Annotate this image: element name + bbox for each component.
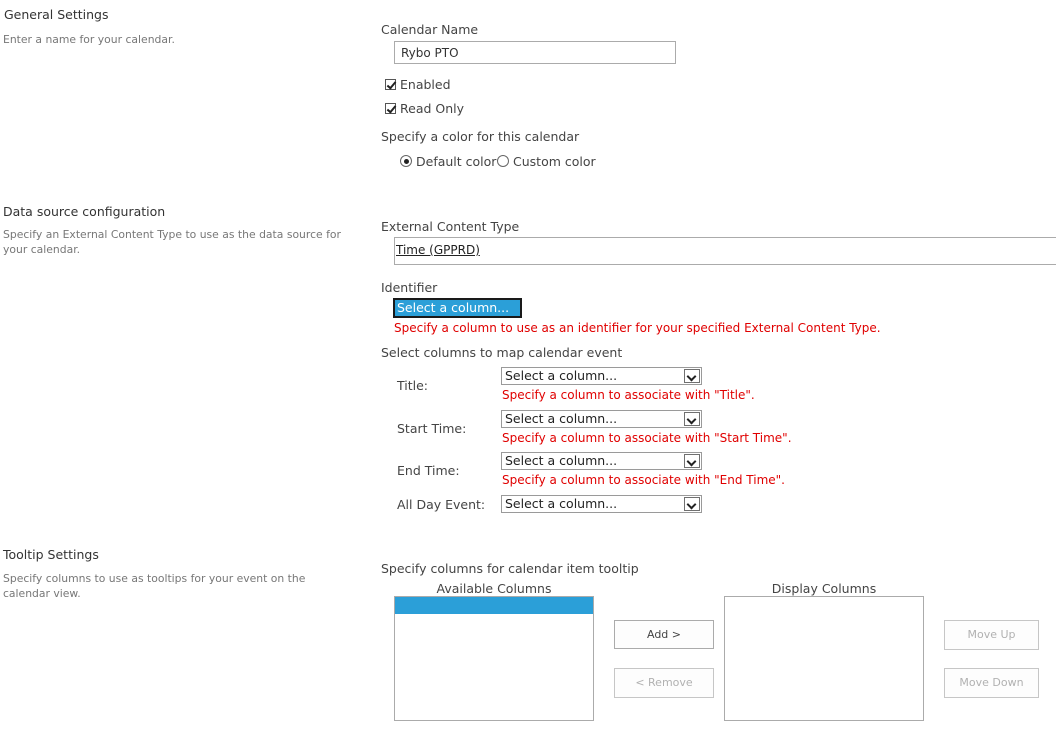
general-settings-title: General Settings <box>4 7 109 22</box>
end-time-mapping-error: Specify a column to associate with "End Time". <box>502 473 785 487</box>
end-time-mapping-select[interactable] <box>501 452 702 470</box>
tooltip-title: Tooltip Settings <box>3 547 99 562</box>
identifier-select-value: Select a column... <box>397 300 510 315</box>
enabled-checkbox[interactable] <box>385 79 396 90</box>
title-mapping-label: Title: <box>397 378 428 393</box>
general-settings-description: Enter a name for your calendar. <box>3 33 175 46</box>
chevron-down-icon[interactable] <box>684 497 700 511</box>
ect-label: External Content Type <box>381 219 520 234</box>
all-day-mapping-label: All Day Event: <box>397 497 486 512</box>
custom-color-label: Custom color <box>513 154 596 169</box>
move-up-button[interactable]: Move Up <box>944 620 1039 650</box>
identifier-select[interactable] <box>393 298 522 318</box>
color-label: Specify a color for this calendar <box>381 129 580 144</box>
add-button[interactable]: Add > <box>614 620 714 649</box>
available-columns-listbox[interactable] <box>394 596 594 721</box>
default-color-radio[interactable] <box>400 155 412 167</box>
end-time-mapping-label: End Time: <box>397 463 460 478</box>
start-time-mapping-select[interactable] <box>501 410 702 428</box>
calendar-name-input[interactable]: Rybo PTO <box>394 41 676 64</box>
all-day-mapping-select[interactable] <box>501 495 702 513</box>
readonly-label: Read Only <box>400 101 465 116</box>
available-columns-label: Available Columns <box>436 581 552 596</box>
ect-picker[interactable] <box>394 237 1056 265</box>
title-mapping-error: Specify a column to associate with "Title". <box>502 388 755 402</box>
chevron-down-icon[interactable] <box>684 369 700 383</box>
title-mapping-value: Select a column... <box>505 368 618 383</box>
title-mapping-select[interactable] <box>501 367 702 385</box>
readonly-checkbox[interactable] <box>385 103 396 114</box>
display-columns-label: Display Columns <box>771 581 877 596</box>
start-time-mapping-error: Specify a column to associate with "Start Time". <box>502 431 792 445</box>
all-day-mapping-value: Select a column... <box>505 496 618 511</box>
identifier-error: Specify a column to use as an identifier for your specified External Content Type. <box>394 321 881 335</box>
custom-color-radio[interactable] <box>497 155 509 167</box>
start-time-mapping-label: Start Time: <box>397 421 467 436</box>
datasource-description: Specify an External Content Type to use as the data source for your calendar. <box>3 228 341 256</box>
datasource-title: Data source configuration <box>3 204 166 219</box>
chevron-down-icon[interactable] <box>684 454 700 468</box>
identifier-label: Identifier <box>381 280 438 295</box>
default-color-label: Default color <box>416 154 497 169</box>
enabled-label: Enabled <box>400 77 451 92</box>
chevron-down-icon[interactable] <box>684 412 700 426</box>
tooltip-columns-label: Specify columns for calendar item tooltip <box>381 561 639 576</box>
move-down-button[interactable]: Move Down <box>944 668 1039 698</box>
tooltip-description: Specify columns to use as tooltips for your event on the calendar view. <box>3 572 306 600</box>
calendar-name-label: Calendar Name <box>381 22 479 37</box>
remove-button[interactable]: < Remove <box>614 668 714 698</box>
end-time-mapping-value: Select a column... <box>505 453 618 468</box>
ect-value[interactable]: Time (GPPRD) <box>396 243 480 257</box>
map-columns-label: Select columns to map calendar event <box>381 345 623 360</box>
start-time-mapping-value: Select a column... <box>505 411 618 426</box>
display-columns-listbox[interactable] <box>724 596 924 721</box>
list-item[interactable] <box>395 597 593 614</box>
